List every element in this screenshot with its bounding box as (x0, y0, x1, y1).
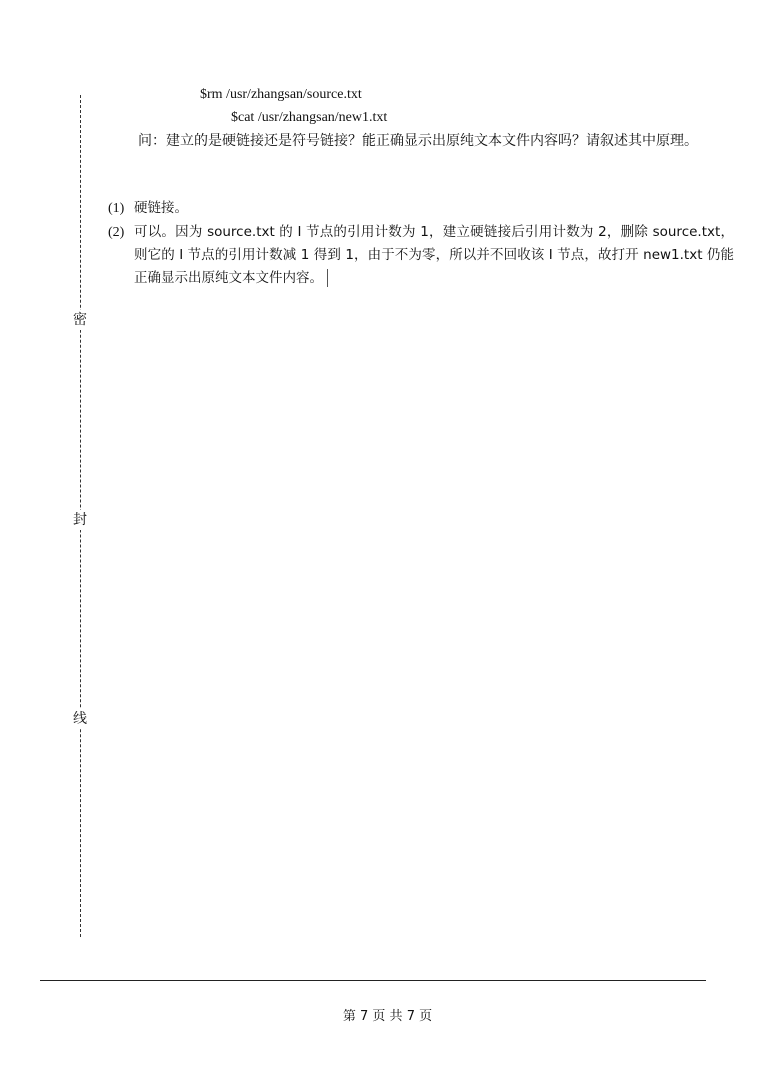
answer-list (108, 197, 734, 291)
answer-item (108, 221, 734, 290)
command-cat: $cat /usr/zhangsan/new1.txt (231, 110, 388, 125)
answer-number: (2) (108, 225, 125, 240)
command-rm: $rm /usr/zhangsan/source.txt (200, 87, 362, 102)
answer-item (108, 197, 734, 220)
binding-mark-seal: 密 (73, 312, 87, 328)
binding-mark-line: 线 (73, 711, 87, 727)
text-cursor (327, 269, 328, 287)
question-text: 问：建立的是硬链接还是符号链接？能正确显示出原纯文本文件内容吗？请叙述其中原理。 (138, 133, 698, 149)
page-number: 第 7 页 共 7 页 (342, 1009, 433, 1024)
binding-mark-envelope: 封 (73, 512, 87, 528)
footer-rule (40, 980, 706, 981)
answer-number: (1) (108, 201, 125, 216)
answer-text: 硬链接。 (134, 200, 188, 216)
answer-text: 可以。因为 source.txt 的 I 节点的引用计数为 1，建立硬链接后引用计数为 2，删除 source.txt，则它的 I 节点的引用计数减 1 得到 1，由于不为零，所以并不回收该 I 节点，故打开 new1.txt 仍能正确显示出原纯文本文件内容。 (134, 224, 734, 286)
